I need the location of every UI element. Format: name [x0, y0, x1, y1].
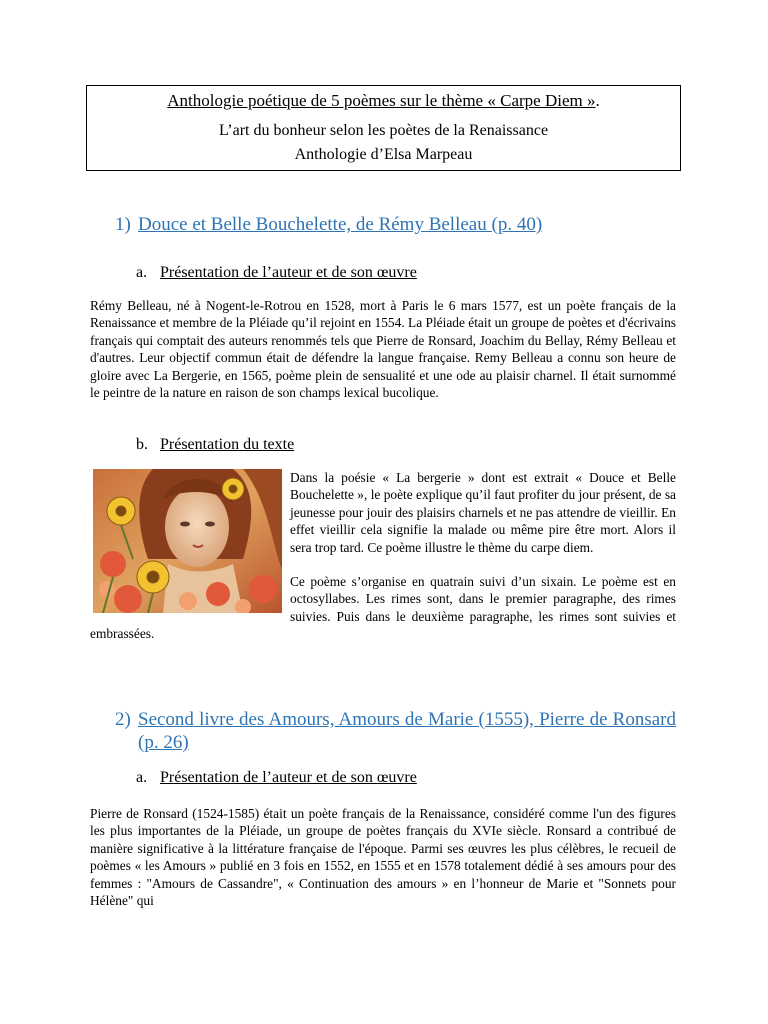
section-1-title: Douce et Belle Bouchelette, de Rémy Belleau (p. 40)	[138, 214, 543, 235]
bergerie-presentation: Dans la poésie « La bergerie » dont est extrait « Douce et Belle Bouchelette », le poète explique qu’il faut profiter du jour présent, de sa jeunesse pour jouir des plaisirs charnels et ne pas attendre de vieillir. En effet vieillir cela signifie la malade ou même pire être mort. Alors il sera trop tard. Ce poème illustre le thème du carpe diem.	[290, 470, 676, 555]
ronsard-biography: Pierre de Ronsard (1524-1585) était un poète français de la Renaissance, considéré comme l'un des figures les plus importantes de la Pléiade, un groupe de poètes français du XVIe siècle. Ronsard a contribué de manière significative à la littérature française de l'époque. Parmi ses œuvres les plus célèbres, le recueil de poèmes « les Amours » publié en 3 fois en 1552, en 1555 et en 1578 totalement dédié à ses amours pour des femmes : "Amours de Cassandre", « Continuation des amours » en l’honneur de Marie et "Sonnets pour Hélène" qui	[90, 806, 676, 909]
anthology-title	[87, 90, 680, 112]
title-box	[86, 85, 681, 171]
section-1b-text	[90, 469, 676, 643]
anthology-author: Anthologie d’Elsa Marpeau	[294, 146, 473, 163]
section-1b-title: Présentation du texte	[160, 436, 295, 453]
section-2-title: Second livre des Amours, Amours de Marie (1555), Pierre de Ronsard (p. 26)	[138, 709, 676, 753]
section-1a-paragraph	[90, 297, 676, 401]
anthology-title-period: .	[595, 91, 600, 110]
section-2a-paragraph	[90, 805, 676, 909]
section-2-number: 2)	[115, 709, 131, 730]
section-2a-title: Présentation de l’auteur et de son œuvre	[160, 769, 417, 786]
section-1a-title: Présentation de l’auteur et de son œuvre	[160, 264, 417, 281]
poem-structure: Ce poème s’organise en quatrain suivi d’un sixain. Le poème est en octosyllabes. Les rimes sont, dans le premier paragraphe, des rimes suivies. Puis dans le deuxième paragraphe, les rimes sont suivies et embrassées.	[90, 574, 676, 642]
section-2a-letter: a.	[136, 769, 148, 786]
section-1b-letter: b.	[136, 436, 148, 453]
section-1-number: 1)	[115, 214, 131, 235]
belleau-biography: Rémy Belleau, né à Nogent-le-Rotrou en 1528, mort à Paris le 6 mars 1577, est un poète français de la Renaissance et membre de la Pléiade qu’il rejoint en 1554. La Pléiade était un groupe de poètes et d'écrivains français qui comptait des auteurs renommés tels que Pierre de Ronsard, Joachim du Bellay, Rémy Belleau et d'autres. Leur objectif commun était de défendre la langue française. Remy Belleau a connu son heure de gloire avec La Bergerie, en 1565, poème plein de sensualité et une ode au plaisir charnel. Il était surnommé le peintre de la nature en raison de son champs lexical bucolique.	[90, 298, 676, 401]
anthology-subtitle: L’art du bonheur selon les poètes de la Renaissance	[218, 122, 549, 139]
section-1a-letter: a.	[136, 264, 148, 281]
anthology-title-text: Anthologie poétique de 5 poèmes sur le thème « Carpe Diem »	[167, 91, 596, 110]
